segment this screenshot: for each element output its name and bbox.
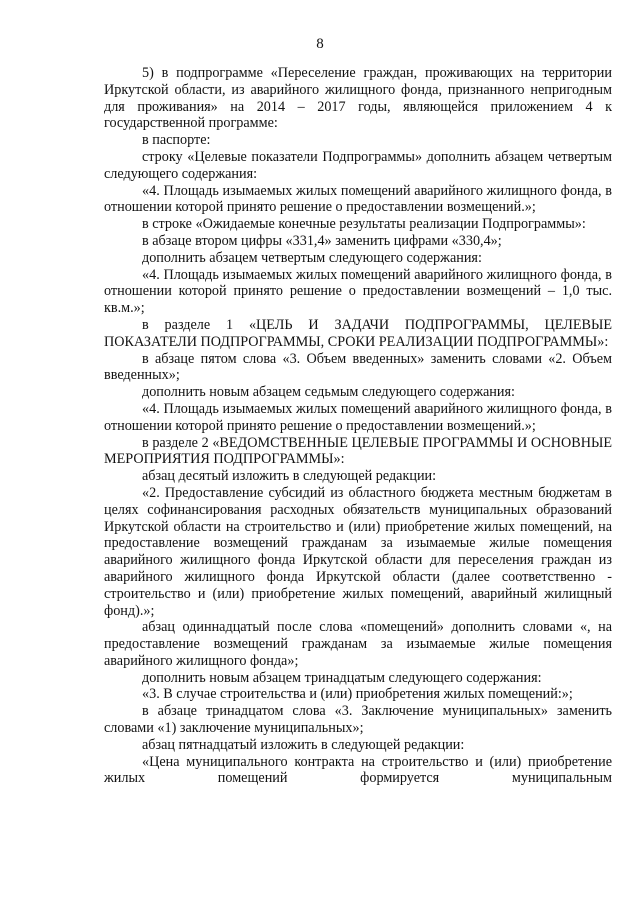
paragraph: в паспорте:: [142, 132, 211, 149]
paragraph: в разделе 2 «ВЕДОМСТВЕННЫЕ ЦЕЛЕВЫЕ ПРОГРАММЫ И ОСНОВНЫЕ МЕРОПРИЯТИЯ ПОДПРОГРАММЫ»:: [104, 434, 612, 468]
paragraph: абзац одиннадцатый после слова «помещений» дополнить словами «, на предоставление возмещений гражданам за изымаемые жилые помещения аварийного жилищного фонда»;: [104, 619, 612, 669]
paragraph: «2. Предоставление субсидий из областного бюджета местным бюджетам в целях софинансирования расходных обязательств муниципальных образований Иркутской области на строительство и (или) приобретение жилых помещений, на предоставление возмещений гражданам за изымаемые жилые помещения аварийного жилищного фонда Иркутской области для переселения граждан из аварийного жилищного фонда Иркутской области (далее соответственно - строительство и (или) приобретение жилых помещений, аварийный жилищный фонд).»;: [104, 484, 612, 619]
page-number: 8: [316, 36, 324, 52]
paragraph: дополнить новым абзацем седьмым следующего содержания:: [142, 384, 515, 401]
paragraph: в разделе 1 «ЦЕЛЬ И ЗАДАЧИ ПОДПРОГРАММЫ, ЦЕЛЕВЫЕ ПОКАЗАТЕЛИ ПОДПРОГРАММЫ, СРОКИ РЕАЛИЗАЦИИ ПОДПРОГРАММЫ»:: [104, 316, 612, 350]
paragraph: абзац десятый изложить в следующей редакции:: [142, 468, 437, 485]
paragraph: в абзаце тринадцатом слова «3. Заключение муниципальных» заменить словами «1) заключение муниципальных»;: [104, 703, 612, 737]
paragraph: дополнить абзацем четвертым следующего содержания:: [142, 249, 482, 266]
paragraph: в абзаце пятом слова «3. Объем введенных» заменить словами «2. Объем введенных»;: [104, 350, 612, 384]
paragraph: «4. Площадь изымаемых жилых помещений аварийного жилищного фонда, в отношении которой принято решение о предоставлении возмещений.»;: [104, 400, 612, 434]
paragraph: в абзаце втором цифры «331,4» заменить цифрами «330,4»;: [142, 232, 502, 249]
paragraph: строку «Целевые показатели Подпрограммы» дополнить абзацем четвертым следующего содержания:: [104, 148, 612, 182]
paragraph: 5) в подпрограмме «Переселение граждан, проживающих на территории Иркутской области, из аварийного жилищного фонда, признанного непригодным для проживания» на 2014 – 2017 годы, являющейся приложением 4 к государственной программе:: [104, 65, 612, 132]
paragraph: «3. В случае строительства и (или) приобретения жилых помещений:»;: [142, 686, 573, 703]
paragraph: абзац пятнадцатый изложить в следующей редакции:: [142, 736, 465, 753]
paragraph: «4. Площадь изымаемых жилых помещений аварийного жилищного фонда, в отношении которой принято решение о предоставлении возмещений.»;: [104, 182, 612, 216]
document-body: [104, 65, 612, 787]
paragraph: дополнить новым абзацем тринадцатым следующего содержания:: [142, 669, 542, 686]
paragraph: в строке «Ожидаемые конечные результаты реализации Подпрограммы»:: [142, 216, 586, 233]
paragraph: «Цена муниципального контракта на строительство и (или) приобретение жилых помещений формируется муниципальным: [104, 753, 612, 787]
paragraph: «4. Площадь изымаемых жилых помещений аварийного жилищного фонда, в отношении которой принято решение о предоставлении возмещений – 1,0 тыс. кв.м.»;: [104, 266, 612, 317]
